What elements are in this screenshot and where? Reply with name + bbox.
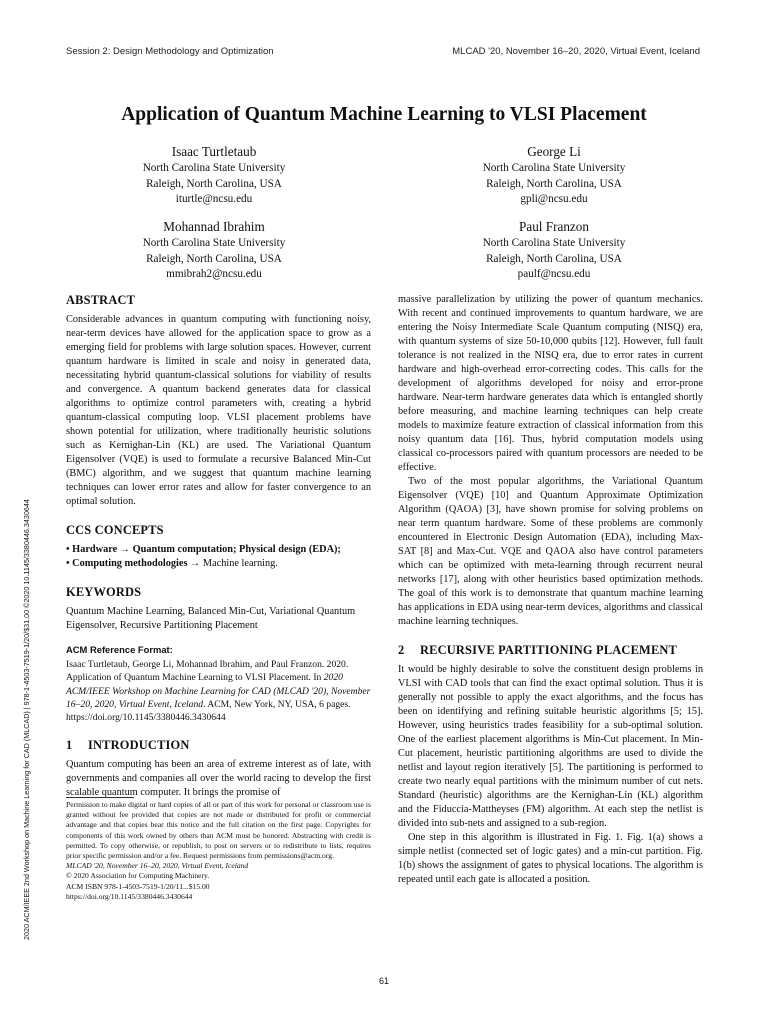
page-number: 61 [378,976,389,986]
footnote-doi: https://doi.org/10.1145/3380446.3430644 [66,891,193,901]
author-block [84,218,344,283]
ccs-line-2-rest: → Machine learning. [187,558,278,569]
right-column [398,293,703,887]
intro-paragraph-1: massive parallelization by utilizing the power of quantum mechanics. With recent and continued improvements to quantum hardware, we are entering the Noisy Intermediate Scale Quantum computing (NISQ) era, with quantum systems of size 50-10,000 qubits [12]. However, full fault tolerance is not realized in the NISQ era, due to error rates in current hardware and high-overhead error-correcting codes. This calls for the development of algorithms developed for noisy and error-prone hardware. Near-term hardware generates data which is entangled shortly before measuring, and machine learning techniques can help create models to maximize feature extraction of classical information from this noisy quantum data [16]. Thus, hybrid computation models using classical co-processors paired with quantum processors are needed to be effective. [398,294,703,473]
running-head-left: Session 2: Design Methodology and Optimization [66,46,274,57]
author-name: Mohannad Ibrahim [163,219,265,234]
author-location: Raleigh, North Carolina, USA [146,177,282,190]
author-location: Raleigh, North Carolina, USA [146,252,282,265]
side-margin-citation: 2020 ACM/IEEE 2nd Workshop on Machine Learning for CAD (MLCAD) | 978-1-4503-7519-1/20/$31.00 ©2020 10.1145/3380446.3430644 [22,499,31,940]
reference-part-2: . ACM, New York, NY, USA, 6 pages. https://doi.org/10.1145/3380446.3430644 [66,698,351,724]
section-1-heading [66,738,371,752]
copyright-footnote [66,800,371,902]
left-column [66,293,371,800]
keywords-text: Quantum Machine Learning, Balanced Min-Cut, Variational Quantum Eigensolver, Recursive Partitioning Placement [66,606,356,631]
reference-format-heading: ACM Reference Format: [66,644,173,655]
author-affiliation: North Carolina State University [482,237,626,249]
permission-text: Permission to make digital or hard copies of all or part of this work for personal or classroom use is granted without fee provided that copies are not made or distributed for profit or commercial advantage and that copies bear this notice and the full citation on the first page. Copyrights for components of this work owned by others than ACM must be honored. Abstracting with credit is permitted. To copy otherwise, or republish, to post on servers or to redistribute to lists, requires prior specific permission and/or a fee. Request permissions from permissions@acm.org. [66,800,371,861]
author-affiliation: North Carolina State University [142,162,286,174]
footnote-divider [66,797,134,798]
section-title: RECURSIVE PARTITIONING PLACEMENT [420,643,678,657]
author-block [84,143,344,208]
intro-text: Quantum computing has been an area of extreme interest as of late, with governments and companies all over the world racing to develop the first scalable quantum computer. It brings the promise of [66,759,371,799]
footnote-isbn: ACM ISBN 978-1-4503-7519-1/20/11...$15.00 [66,881,210,891]
reference-venue: 2020 ACM/IEEE Workshop on Machine Learning for CAD (MLCAD '20), November 16–20, 2020, Virtual Event, Iceland [66,672,371,710]
reference-format [66,658,371,724]
author-name: Paul Franzon [519,219,589,234]
footnote-venue: MLCAD '20, November 16–20, 2020, Virtual Event, Iceland [66,861,249,871]
author-block [424,143,684,208]
author-email: gpli@ncsu.edu [520,193,588,205]
intro-paragraph-2: Two of the most popular algorithms, the Variational Quantum Eigensolver (VQE) [10] and Quantum Approximate Optimization Algorithm (QAOA) [3], have shown promise for solving problems on near term quantum hardware. Some of these problems are commonly encountered in Electronic Design Automation (EDA), including Max-SAT [8] and Max-Cut. VQE and QAOA also have control parameters which can be optimized with meta-learning through recurrent neural networks [17], along with other heuristics based optimization methods. The goal of this work is to demonstrate that quantum machine learning has applications in EDA using near-term devices, algorithms and classical machine learning techniques. [398,476,703,627]
keywords-heading: KEYWORDS [66,585,142,599]
author-affiliation: North Carolina State University [142,237,286,249]
author-name: Isaac Turtletaub [171,144,257,159]
author-email: mmibrah2@ncsu.edu [166,268,262,280]
reference-part-1: Isaac Turtletaub, George Li, Mohannad Ibrahim, and Paul Franzon. 2020. Application of Quantum Machine Learning to VLSI Placement. In [66,659,349,684]
ccs-line-1: • Hardware → Quantum computation; Physical design (EDA); [66,544,341,555]
section-2-heading [398,643,703,657]
author-location: Raleigh, North Carolina, USA [486,252,622,265]
abstract-text: Considerable advances in quantum computing with functioning noisy, near-term devices have allowed for the application space to grow as a emerging field for problems with large solution spaces. However, current quantum hardware is limited in scale and noisy in generated data, necessitating hybrid quantum-classical solutions for viability of results and convergence. A quantum backend generates data for classical algorithms to optimize control parameters with, creating a hybrid quantum-classical computing loop. VLSI placement problems have shown potential for utilization, where traditionally heuristic solutions such as Kernighan-Lin (KL) are used. The Variational Quantum Eigensolver (VQE) is used to formulate a recursive Balanced Min-Cut (BMC) algorithm, and we suggest that quantum machine learning techniques can lower error rates and allow for faster convergence to an optimal solution. [66,314,371,507]
ccs-line-2-bold: • Computing methodologies [66,558,188,569]
author-name: George Li [527,144,581,159]
section-2-paragraph-2: One step in this algorithm is illustrated in Fig. 1. Fig. 1(a) shows a simple netlist (connected set of logic gates) and a min-cut partition. Fig. 1(b) shows the assignment of gates to physical locations. The algorithm is repeated until each gate is allocated a position. [398,832,703,885]
section-title: INTRODUCTION [88,738,190,753]
section-number: 2 [398,643,405,657]
ccs-concepts [66,543,371,571]
abstract-heading: ABSTRACT [66,293,136,307]
section-2-paragraph-1: It would be highly desirable to solve the constituent design problems in VLSI with CAD tools that can find the exact optimal solution. Thus it is generally not possible to apply the exact algorithms, and the focus has been on identifying and refining suitable heuristic algorithms [5; 15]. However, using heuristics trades feasibility for a sub-optimal solution. One of the earliest placement algorithms is Min-Cut placement. In Min-Cut placement, heuristic partitioning algorithms are used to divide the netlist and layout region iteratively [5]. The partitioning is performed to create two nearly equal partitions with the minimum number of cut nets. Standard (heuristic) algorithms are the Kernighan-Lin (KL) algorithm and the Fiduccia-Mattheyses (FM) algorithm. At each step the netlist is divided into sub-nets and assigned to a sub-region. [398,664,703,829]
author-email: iturtle@ncsu.edu [175,193,253,205]
author-affiliation: North Carolina State University [482,162,626,174]
author-block [424,218,684,283]
author-location: Raleigh, North Carolina, USA [486,177,622,190]
running-head-right: MLCAD '20, November 16–20, 2020, Virtual Event, Iceland [452,46,700,57]
author-email: paulf@ncsu.edu [517,268,591,280]
ccs-heading: CCS CONCEPTS [66,523,164,537]
footnote-copyright: © 2020 Association for Computing Machinery. [66,871,210,881]
paper-title: Application of Quantum Machine Learning to VLSI Placement [121,104,647,125]
section-number: 1 [66,738,73,753]
